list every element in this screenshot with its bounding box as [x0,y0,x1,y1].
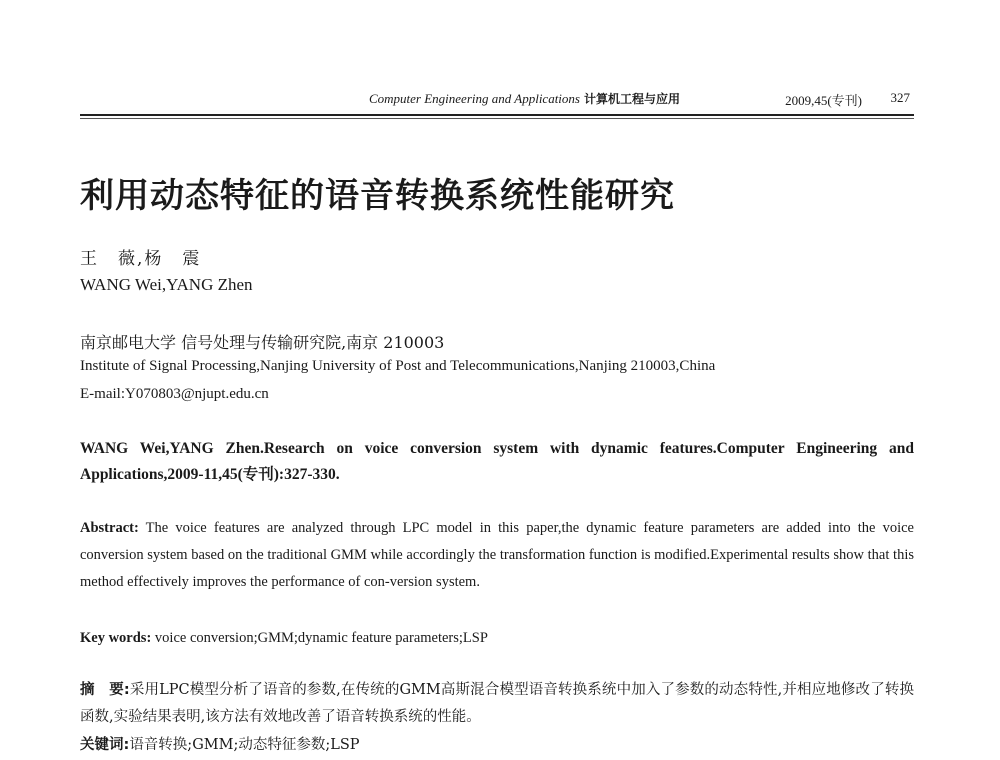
running-head [80,86,910,110]
keywords-cn-text: 语音转换;GMM;动态特征参数;LSP [129,737,360,753]
journal-name-cn: 计算机工程与应用 [583,92,680,106]
author-email: E-mail:Y070803@njupt.edu.cn [80,386,269,402]
journal-name [369,90,680,107]
journal-name-en: Computer Engineering and Applications [368,91,580,106]
page-number: 327 [890,90,910,105]
authors-cn: 王 薇,杨 震 [80,249,202,269]
authors-en: WANG Wei,YANG Zhen [80,275,253,294]
abstract-cn-label: 摘 要: [80,682,130,698]
keywords-text: voice conversion;GMM;dynamic feature parameters;LSP [154,630,488,646]
abstract-cn-text: 采用LPC模型分析了语音的参数,在传统的GMM高斯混合模型语音转换系统中加入了参数的动态特性,并相应地修改了转换函数,实验结果表明,该方法有效地改善了语音转换系统的性能。 [80,682,914,725]
affiliation-cn: 南京邮电大学 信号处理与传输研究院,南京 210003 [80,333,445,352]
keywords-cn-label: 关键词: [80,737,130,753]
issue-info: 2009,45(专刊) [785,93,862,108]
header-rule [80,114,914,116]
keywords-label: Key words: [80,630,152,646]
keywords-cn [80,733,914,757]
abstract-label: Abstract: [80,520,139,536]
header-rule-thin [80,118,914,119]
affiliation-en: Institute of Signal Processing,Nanjing University of Post and Telecommunications,Nanjing 210003,China [80,358,716,374]
citation: WANG Wei,YANG Zhen.Research on voice conversion system with dynamic features.Computer Engineering and Applications,2009-11,45(专刊):327-330. [80,440,914,483]
abstract-en [80,515,914,596]
keywords-en [80,625,914,651]
abstract-cn [80,677,914,731]
paper-title: 利用动态特征的语音转换系统性能研究 [80,176,675,216]
abstract-text: The voice features are analyzed through LPC model in this paper,the dynamic feature parameters are added into the voice conversion system based on the traditional GMM while accordingly the transformation function is modified.Experimental results show that this method effectively improves the performance of con-version system. [80,520,914,590]
